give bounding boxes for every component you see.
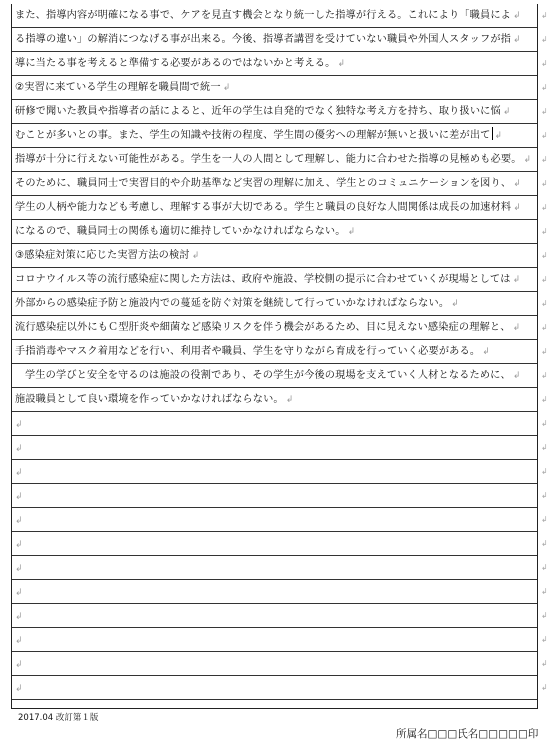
end-of-row-mark: ↲ [541,587,548,596]
line-text [15,127,502,143]
line-content: 学生の人柄や能力なども考慮し、理解する事が大切である。学生と職員の良好な人間関係は成長の加速材料 [15,202,512,213]
end-of-row-mark: ↲ [541,347,548,356]
document-line [12,316,537,340]
document-line [12,124,537,148]
line-content: 手指消毒やマスク着用などを行い、利用者や職員、学生を守りながら育成を行っていく必要がある。 [15,346,481,357]
lined-writing-area[interactable] [11,4,538,709]
line-content: ②実習に来ている学生の理解を職員間で統一 [15,82,221,93]
document-line [12,4,537,28]
document-line [12,76,537,100]
paragraph-mark: ↲ [513,35,521,45]
end-of-row-mark: ↲ [541,323,548,332]
empty-line [12,508,537,532]
end-of-row-mark: ↲ [541,251,548,260]
end-of-row-mark: ↲ [541,395,548,404]
document-line [12,28,537,52]
paragraph-mark: ↲ [494,131,503,141]
line-text [15,81,230,95]
line-text [25,369,521,383]
end-of-row-mark: ↲ [541,107,548,116]
document-line [12,388,537,412]
document-line [12,52,537,76]
empty-line [12,604,537,628]
end-of-row-mark: ↲ [541,467,548,476]
document-line [12,268,537,292]
right-margin-marks [541,4,549,709]
paragraph-mark: ↲ [512,323,521,333]
end-of-row-mark: ↲ [541,227,548,236]
end-of-row-mark: ↲ [541,683,548,692]
line-text [15,153,531,167]
line-content: 外部からの感染症予防と施設内での蔓延を防ぐ対策を継続して行っていかなければならない。 [15,298,450,309]
paragraph-mark: ↲ [512,371,521,381]
end-of-row-mark: ↲ [541,563,548,572]
line-content: 施設職員として良い環境を作っていかなければならない。 [15,394,284,405]
empty-line [12,460,537,484]
end-of-row-mark: ↲ [541,539,548,548]
line-content: また、指導内容が明確になる事で、ケアを見直す機会となり統一した指導が行える。これにより「職員によ [15,10,511,21]
paragraph-mark: ↲ [15,636,23,646]
end-of-row-mark: ↲ [541,179,548,188]
line-content: る指導の違い」の解消につなげる事が出来る。今後、指導者講習を受けていない職員や外国人スタッフが指 [15,34,511,45]
paragraph-mark: ↲ [15,516,23,526]
line-text [15,249,199,263]
line-text [15,297,459,311]
end-of-row-mark: ↲ [541,443,548,452]
end-of-row-mark: ↲ [541,611,548,620]
end-of-row-mark: ↲ [541,659,548,668]
end-of-row-mark: ↲ [541,59,548,68]
line-text [15,57,345,71]
paragraph-mark: ↲ [285,395,294,405]
paragraph-mark: ↲ [513,11,521,21]
line-content: 導に当たる事を考えると準備する必要があるのではないかと考える。 [15,58,336,69]
paragraph-mark: ↲ [15,492,23,502]
document-line [12,172,537,196]
paragraph-mark: ↲ [15,660,23,670]
empty-line [12,532,537,556]
line-content: になるので、職員同士の関係も適切に維持していかなければならない。 [15,226,346,237]
footer-version-text: 2017.04 改訂第１版 [18,713,99,723]
line-content: 指導が十分に行えない可能性がある。学生を一人の人間として理解し、能力に合わせた指導の見極めも必要。 [15,154,522,165]
line-content: 流行感染症以外にもＣ型肝炎や細菌など感染リスクを伴う機会があるため、目に見えない感染症の理解と、 [15,322,511,333]
paragraph-mark: ↲ [502,107,511,117]
line-content: そのために、職員同士で実習目的や介助基準など実習の理解に加え、学生とのコミュニケーションを図り、 [15,178,512,189]
paragraph-mark: ↲ [15,564,23,574]
empty-line [12,652,537,676]
paragraph-mark: ↲ [15,612,23,622]
empty-line [12,412,537,436]
line-text [15,201,521,215]
paragraph-mark: ↲ [451,299,459,309]
end-of-row-mark: ↲ [541,131,548,140]
document-line [12,244,537,268]
line-text [15,9,521,23]
paragraph-mark: ↲ [347,227,356,237]
line-text [15,177,521,191]
end-of-row-mark: ↲ [541,491,548,500]
paragraph-mark: ↲ [513,179,521,189]
line-content: 研修で聞いた教員や指導者の話によると、近年の学生は自発的でなく独特な考え方を持ち、取り扱いに悩 [15,106,501,117]
end-of-row-mark: ↲ [541,299,548,308]
document-line [12,196,537,220]
paragraph-mark: ↲ [523,155,532,165]
paragraph-mark: ↲ [222,83,231,93]
end-of-row-mark: ↲ [541,83,548,92]
empty-line [12,436,537,460]
document-line [12,100,537,124]
line-content: 学生の学びと安全を守るのは施設の役割であり、その学生が今後の現場を支えていく人材となるために、 [25,370,511,381]
footer-affiliation-name-seal: 所属名□□□氏名□□□□□印 [396,728,539,740]
document-line [12,292,537,316]
paragraph-mark: ↲ [512,275,521,285]
document-line [12,340,537,364]
paragraph-mark: ↲ [337,59,346,69]
end-of-row-mark: ↲ [541,371,548,380]
empty-line [12,628,537,652]
end-of-row-mark: ↲ [541,515,548,524]
end-of-row-mark: ↲ [541,203,548,212]
paragraph-mark: ↲ [15,468,23,478]
empty-line [12,676,537,700]
line-text [15,225,355,239]
end-of-row-mark: ↲ [541,635,548,644]
empty-line [12,484,537,508]
paragraph-mark: ↲ [15,684,23,694]
end-of-row-mark: ↲ [541,275,548,284]
end-of-row-mark: ↲ [541,11,548,20]
paragraph-mark: ↲ [191,251,200,261]
empty-line [12,556,537,580]
line-text [15,105,511,119]
line-text [15,393,293,407]
text-cursor [492,127,493,140]
paragraph-mark: ↲ [15,420,23,430]
empty-line [12,580,537,604]
paragraph-mark: ↲ [15,540,23,550]
end-of-row-mark: ↲ [541,419,548,428]
end-of-row-mark: ↲ [541,35,548,44]
line-text [15,345,490,359]
document-line [12,364,537,388]
line-content: コロナウイルス等の流行感染症に関した方法は、政府や施設、学校側の提示に合わせていくが現場としては [15,274,511,285]
line-content: ③感染症対策に応じた実習方法の検討 [15,250,190,261]
paragraph-mark: ↲ [482,347,490,357]
line-content: むことが多いとの事。また、学生の知識や技術の程度、学生間の優劣への理解が無いと扱いに差が出て [15,130,491,141]
end-of-row-mark: ↲ [541,155,548,164]
paragraph-mark: ↲ [15,588,23,598]
line-text [15,33,521,47]
document-line [12,220,537,244]
paragraph-mark: ↲ [15,444,23,454]
line-text [15,273,520,287]
document-line [12,148,537,172]
paragraph-mark: ↲ [513,203,521,213]
line-text [15,321,520,335]
